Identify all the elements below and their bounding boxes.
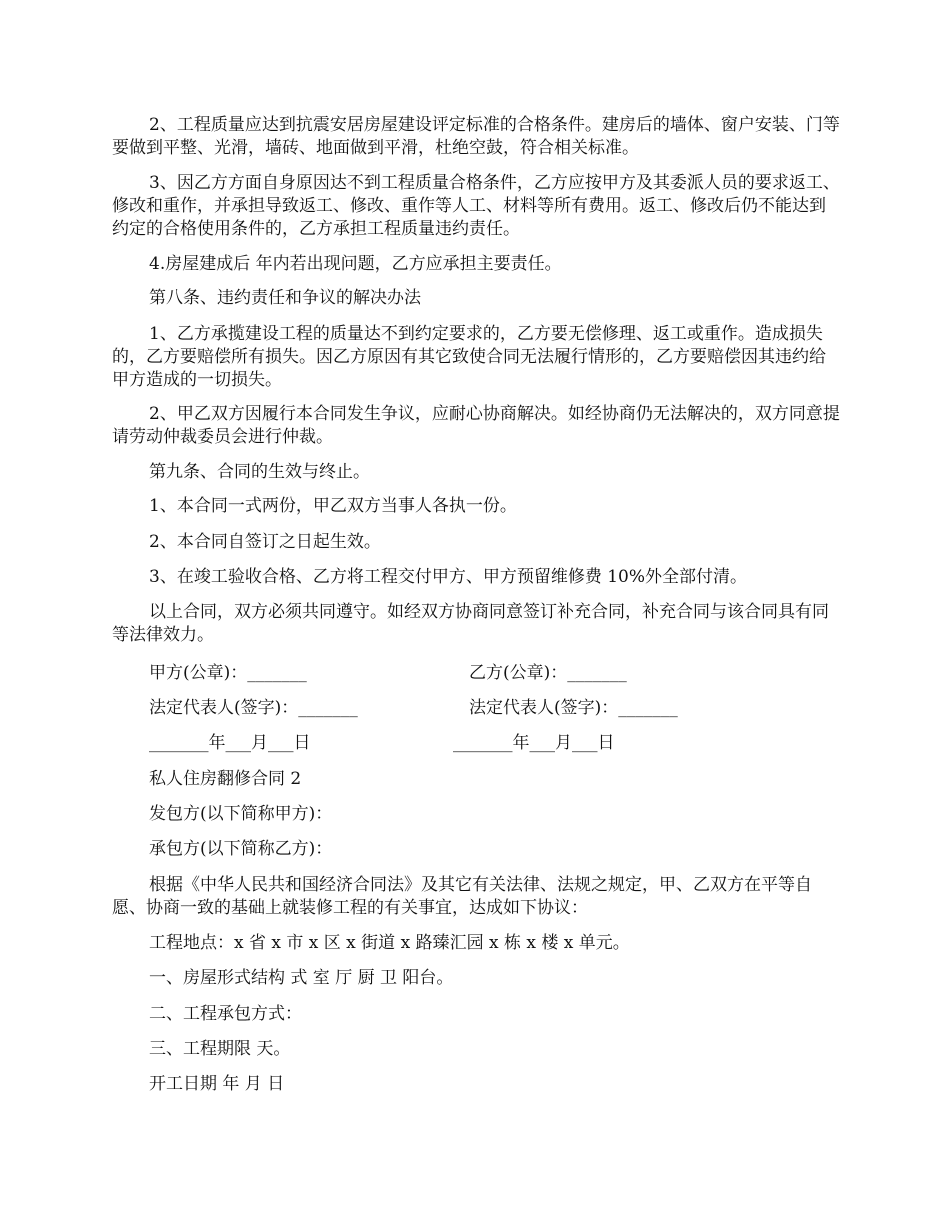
contract2-contractor: 承包方(以下简称乙方)：	[149, 839, 333, 859]
contract2-item-3: 三、工程期限 天。	[149, 1039, 291, 1059]
signature-date-b: _______年___月___日	[453, 733, 615, 753]
paragraph-quality-standard: 2、工程质量应达到抗震安居房屋建设评定标准的合格条件。建房后的墙体、窗户安装、门等要做到平整、光滑，墙砖、地面做到平滑，杜绝空鼓，符合相关标准。	[112, 115, 840, 158]
signature-party-a: 甲方(公章)：_______	[149, 663, 307, 683]
signature-date-a: _______年___月___日	[149, 733, 311, 753]
paragraph-effective: 2、本合同自签订之日起生效。	[149, 532, 381, 552]
paragraph-payment: 3、在竣工验收合格、乙方将工程交付甲方、甲方预留维修费 10%外全部付清。	[149, 567, 748, 587]
paragraph-warranty: 4.房屋建成后 年内若出现问题，乙方应承担主要责任。	[149, 254, 562, 274]
contract2-item-2: 二、工程承包方式：	[149, 1004, 302, 1024]
contract2-start-date: 开工日期 年 月 日	[149, 1074, 285, 1094]
heading-article-9: 第九条、合同的生效与终止。	[149, 462, 370, 482]
contract2-site: 工程地点：x 省 x 市 x 区 x 街道 x 路臻汇园 x 栋 x 楼 x 单元。	[149, 933, 630, 953]
contract2-item-1: 一、房屋形式结构 式 室 厅 厨 卫 阳台。	[149, 968, 454, 988]
signature-rep-a: 法定代表人(签字)：_______	[149, 698, 358, 718]
paragraph-copies: 1、本合同一式两份，甲乙双方当事人各执一份。	[149, 496, 517, 516]
contract2-intro: 根据《中华人民共和国经济合同法》及其它有关法律、法规之规定，甲、乙双方在平等自愿、协商一致的基础上就装修工程的有关事宜，达成如下协议：	[112, 875, 812, 918]
signature-rep-b: 法定代表人(签字)：_______	[469, 698, 678, 718]
paragraph-rework-liability: 3、因乙方方面自身原因达不到工程质量合格条件，乙方应按甲方及其委派人员的要求返工、修改和重作，并承担导致返工、修改、重作等人工、材料等所有费用。返工、修改后仍不能达到约定的合格使用条件的，乙方承担工程质量违约责任。	[112, 173, 840, 239]
contract2-title: 私人住房翻修合同 2	[149, 769, 302, 789]
paragraph-compliance: 以上合同，双方必须共同遵守。如经双方协商同意签订补充合同，补充合同与该合同具有同等法律效力。	[112, 602, 829, 645]
paragraph-dispute: 2、甲乙双方因履行本合同发生争议，应耐心协商解决。如经协商仍无法解决的，双方同意提请劳动仲裁委员会进行仲裁。	[112, 404, 840, 447]
contract2-issuer: 发包方(以下简称甲方)：	[149, 804, 333, 824]
heading-article-8: 第八条、违约责任和争议的解决办法	[149, 288, 421, 308]
paragraph-breach-quality: 1、乙方承揽建设工程的质量达不到约定要求的，乙方要无偿修理、返工或重作。造成损失的，乙方要赔偿所有损失。因乙方原因有其它致使合同无法履行情形的，乙方要赔偿因其违约给甲方造成的一切损失。	[112, 324, 826, 390]
signature-party-b: 乙方(公章)：_______	[469, 663, 627, 683]
